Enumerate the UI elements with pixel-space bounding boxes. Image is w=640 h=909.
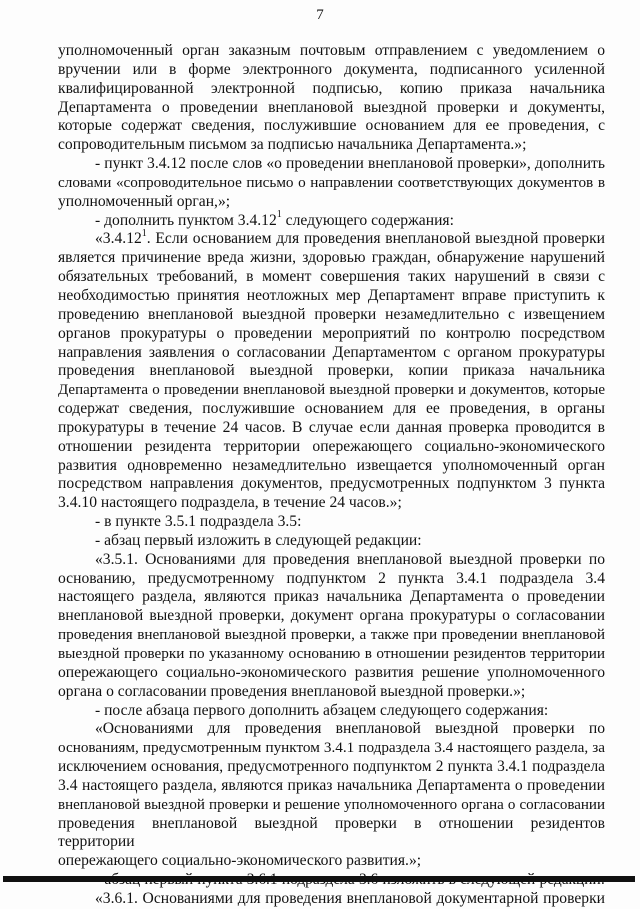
text-line-main: которые содержат сведения, послужившие основанием для ее проведения, с [58, 117, 605, 135]
text-line [58, 551, 605, 570]
text-line [58, 136, 605, 155]
text-line [58, 325, 605, 344]
text-line-main: исключением основания, предусмотренного подпунктом 2 пункта 3.4.1 подраздела [58, 758, 605, 776]
text-line [58, 645, 605, 664]
text-line-main: настоящего раздела, являются приказ начальника Департамента о проведении [58, 588, 605, 606]
text-line [58, 155, 605, 174]
text-line [58, 796, 605, 815]
text-line-main: «Основаниями для проведения внеплановой выездной проверки по [95, 720, 605, 738]
text-line [58, 570, 605, 589]
text-line-tail: следующего содержания: [281, 211, 454, 229]
text-line [58, 739, 605, 758]
text-line-main: необходимостью принятия неотложных мер Департамент вправе приступить к [58, 286, 605, 304]
text-line-main: 3.4 настоящего раздела, являются приказ начальника Департамента о проведении [58, 776, 605, 794]
superscript: 1 [141, 228, 147, 240]
text-line-main: прокуратуры в течение 24 часов. В случае если данная проверка проводится в [58, 418, 605, 436]
text-line-main: уполномоченный орган,»; [58, 192, 231, 210]
text-line [58, 400, 605, 419]
text-line [58, 815, 605, 853]
document-body [58, 42, 605, 909]
text-line-main: 3.4.10 настоящего подраздела, в течение 24 часов.»; [58, 494, 402, 512]
text-line-main: внеплановой выездной проверки и решение уполномоченного органа о согласовании [58, 796, 605, 813]
text-line-main: - в пункте 3.5.1 подраздела 3.5: [95, 513, 302, 531]
text-line-main: опережающего социально-экономического развития решение уполномоченного [58, 663, 605, 681]
text-line-main: внеплановой выездной проверки, документ органа прокуратуры о согласовании [58, 607, 605, 625]
text-line-main: уполномоченный орган заказным почтовым отправлением с уведомлением о [58, 42, 605, 59]
text-line [58, 381, 605, 400]
text-line-main: - пункт 3.4.12 после слов «о проведении внеплановой проверки», дополнить [95, 155, 605, 173]
text-line-main: содержат сведения, послужившие основанием для ее проведения, в органы [58, 400, 605, 418]
text-line-main: является причинение вреда жизни, здоровью граждан, обнаружение нарушений [58, 249, 605, 267]
text-line [58, 683, 605, 702]
text-line-main: органа о согласовании проведения внеплановой выездной проверки.»; [58, 682, 526, 700]
text-line [58, 249, 605, 268]
text-line [58, 702, 605, 721]
superscript: 1 [276, 209, 282, 221]
text-line-main: вручении или в форме электронного документа, подписанного усиленной [58, 60, 605, 78]
text-line [58, 494, 605, 513]
text-line-main: развития одновременно незамедлительно извещается уполномоченный орган [58, 456, 605, 474]
text-line-main: проведения внеплановой выездной проверки, а также при проведении внеплановой [58, 626, 605, 644]
text-line [58, 306, 605, 325]
text-line-main: словами «сопроводительное письмо о направлении соответствующих документов в [58, 173, 605, 191]
text-line-main: «3.4.12 [95, 230, 142, 248]
text-line [58, 607, 605, 626]
text-line-main: опережающего социально-экономического развития.»; [58, 852, 422, 870]
text-line [58, 99, 605, 118]
text-line-main: проведению внеплановой выездной проверки незамедлительно с извещением [58, 305, 605, 323]
text-line [58, 80, 605, 99]
text-line [58, 890, 605, 909]
text-line-main: - абзац первый изложить в следующей редакции: [95, 531, 422, 549]
text-line-main: проведения внеплановой выездной проверки в отношении резидентов территории [58, 814, 605, 851]
text-line-main: основаниям, предусмотренным пунктом 3.4.1 подраздела 3.4 настоящего раздела, за [58, 739, 605, 757]
text-line [58, 419, 605, 438]
text-line-main: обязательных требований, в момент совершения таких нарушений в связи с [58, 268, 605, 286]
text-line [58, 626, 605, 645]
text-line-main: посредством направления документов, предусмотренных подпунктом 3 пункта [58, 475, 605, 493]
text-line-main: «3.5.1. Основаниями для проведения внеплановой выездной проверки по [95, 550, 605, 568]
text-line [58, 268, 605, 287]
text-line [58, 42, 605, 61]
text-line-main: сопроводительным письмом за подписью начальника Департамента.»; [58, 136, 527, 154]
text-line [58, 209, 605, 231]
text-line [58, 457, 605, 476]
text-line [58, 513, 605, 532]
text-line [58, 532, 605, 551]
text-line [58, 193, 605, 212]
text-line-main: выездной проверки по указанному основанию в отношении резидентов территории [58, 645, 605, 662]
text-line-main: Департамента о проведении внеплановой выездной проверки и документов, которые [58, 382, 605, 399]
text-line-tail: . Если основанием для проведения внеплановой выездной проверки [146, 230, 605, 248]
text-line [58, 287, 605, 306]
text-line-main: проведения внеплановой выездной проверки, копии приказа начальника [58, 362, 605, 380]
text-line [58, 664, 605, 683]
text-line [58, 174, 605, 193]
text-line-main: основанию, предусмотренному подпунктом 2 пункта 3.4.1 подраздела 3.4 [58, 569, 605, 587]
text-line [58, 852, 605, 871]
text-line [58, 475, 605, 494]
text-line [58, 720, 605, 739]
text-line [58, 362, 605, 381]
text-line [58, 588, 605, 607]
text-line-main: - дополнить пунктом 3.4.12 [95, 211, 277, 229]
scan-bottom-border [3, 876, 635, 882]
text-line-main: органов прокуратуры о проведении мероприятий по контролю посредством [58, 324, 605, 342]
text-line-main: направления заявления о согласовании Департаментом с органом прокуратуры [58, 343, 605, 361]
text-line [58, 61, 605, 80]
text-line [58, 438, 605, 457]
text-line [58, 777, 605, 796]
text-line-main: квалифицированной электронной подписью, копию приказа начальника [58, 79, 605, 97]
text-line [58, 344, 605, 363]
page-number: 7 [316, 7, 324, 23]
text-line [58, 117, 605, 136]
text-line-main: «3.6.1. Основаниями для проведения внеплановой документарной проверки [95, 889, 605, 907]
text-line-main: Департамента о проведении внеплановой выездной проверки и документы, [58, 98, 605, 116]
text-line-main: отношении резидента территории опережающего социально-экономического [58, 437, 605, 455]
text-line-main: - после абзаца первого дополнить абзацем следующего содержания: [95, 701, 549, 719]
text-line [58, 230, 605, 249]
text-line [58, 758, 605, 777]
